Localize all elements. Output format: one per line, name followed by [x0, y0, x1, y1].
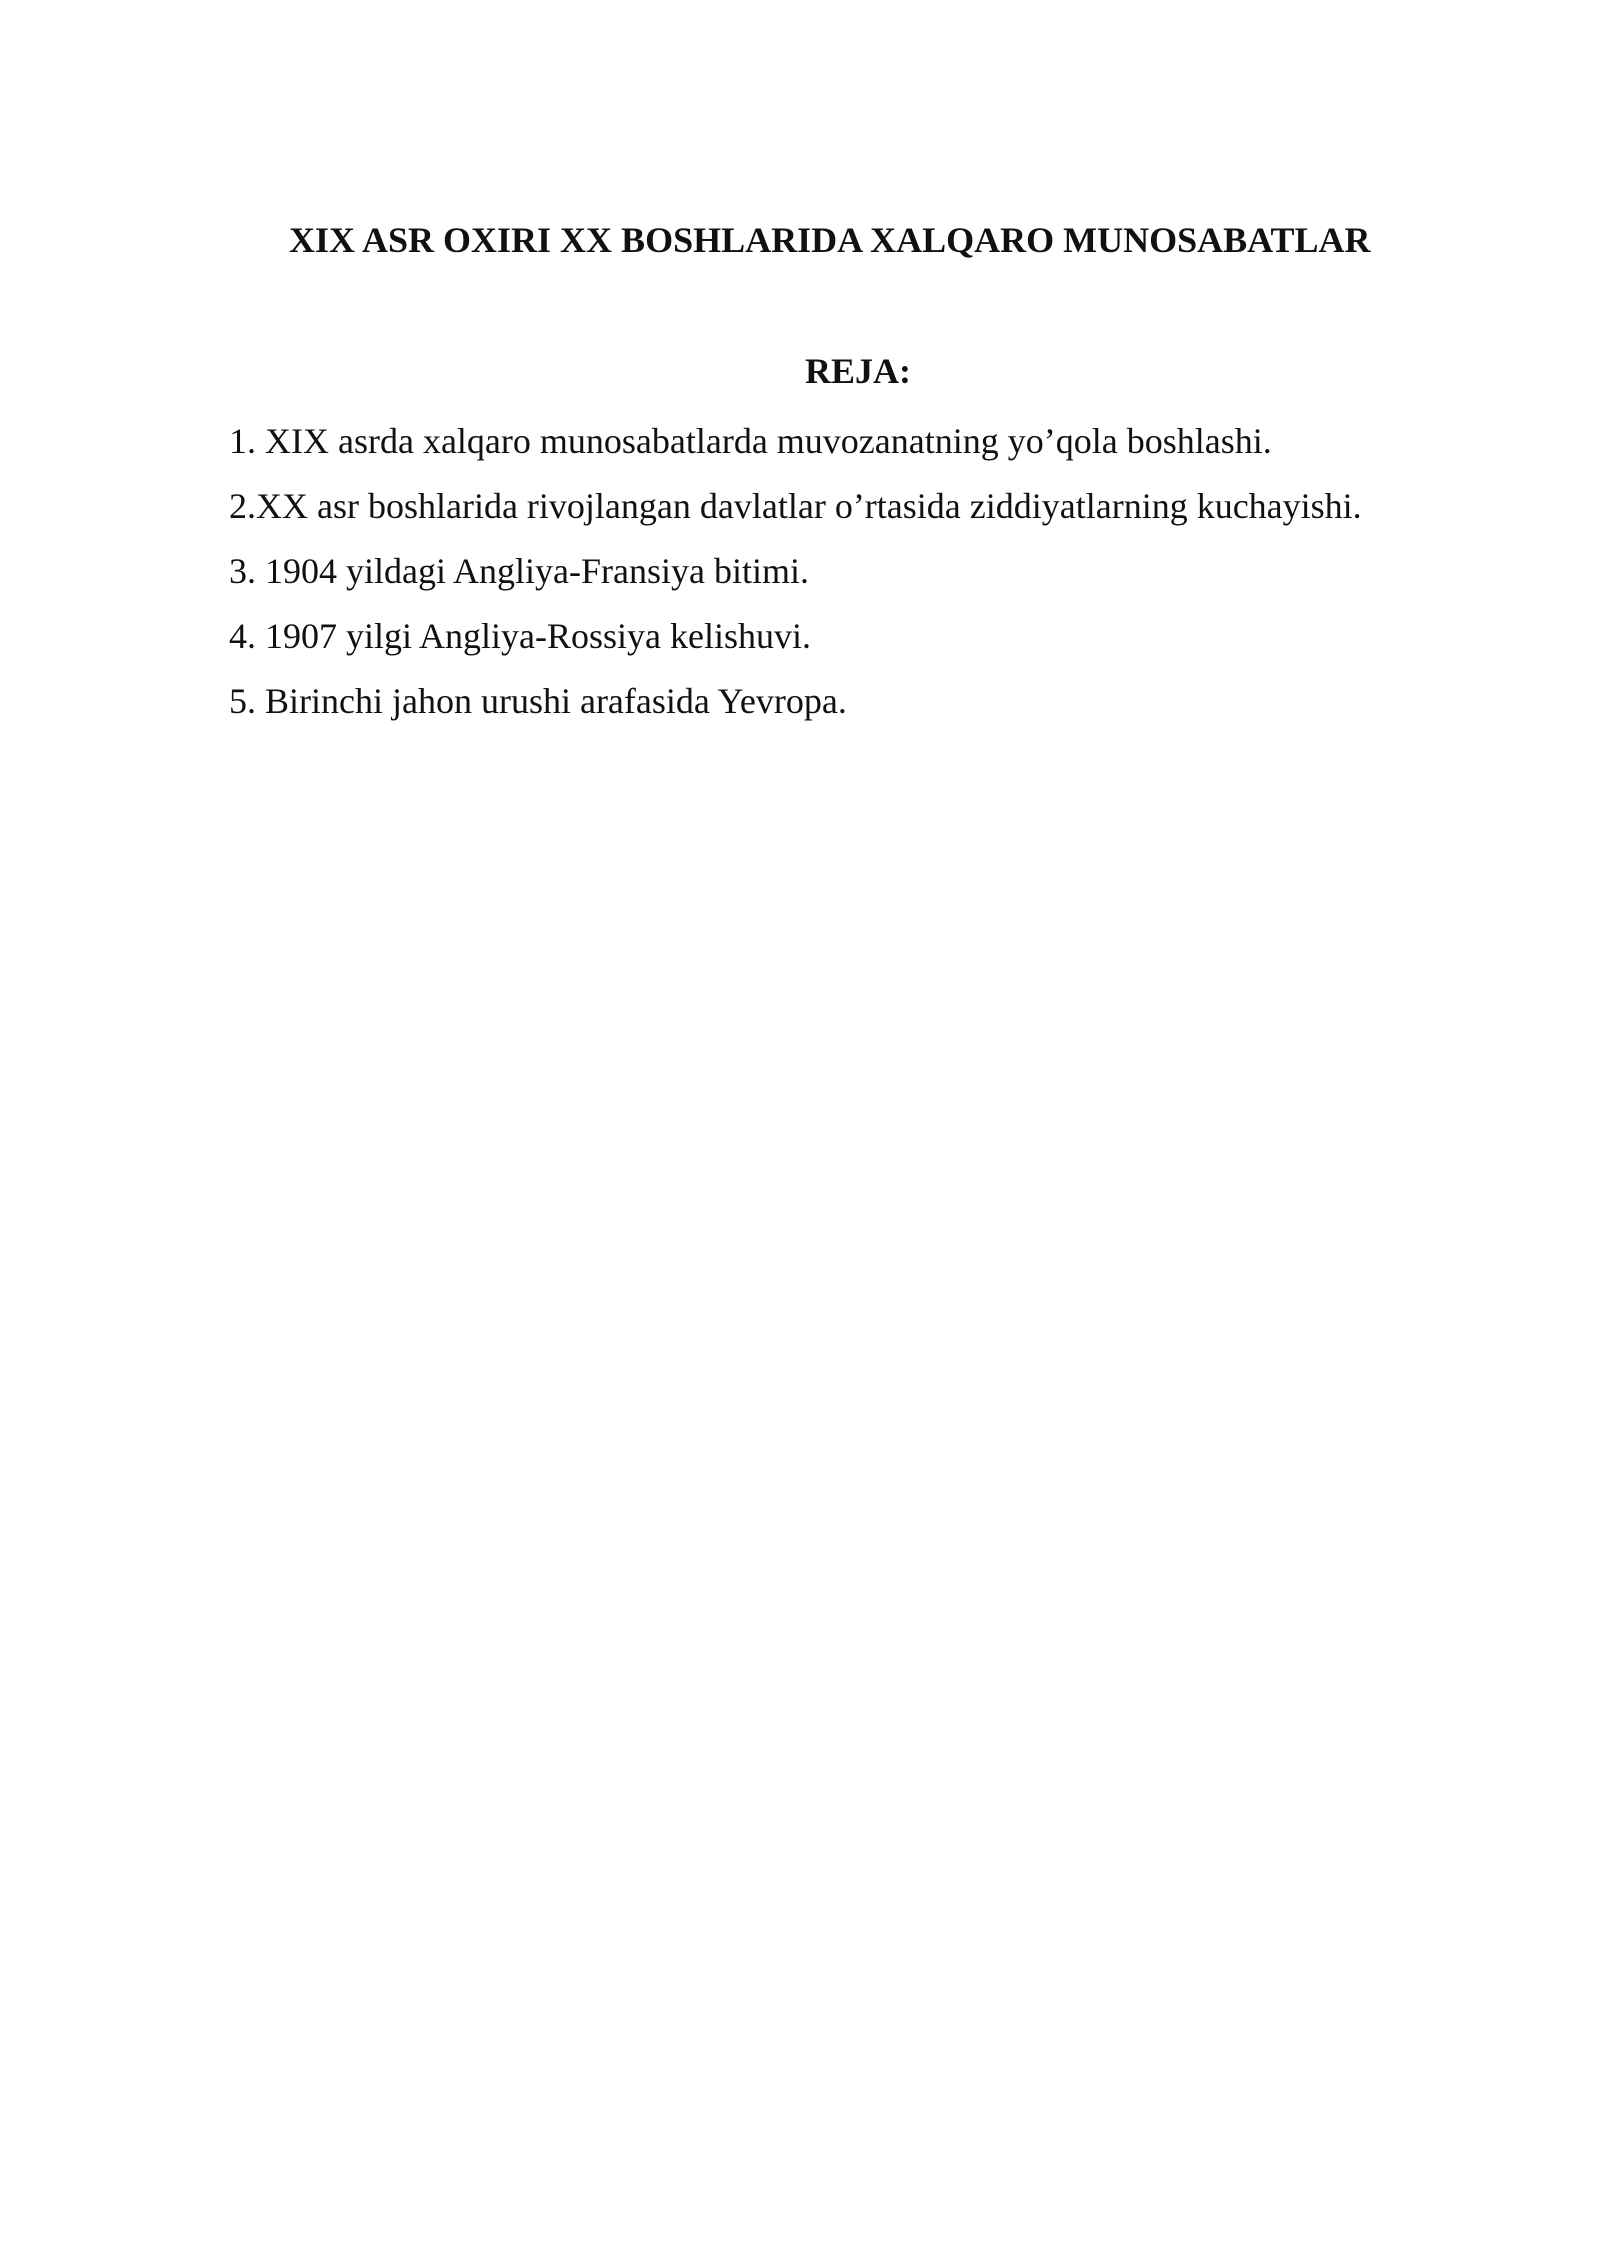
document-title: XIX ASR OXIRI XX BOSHLARIDA XALQARO MUNOSABATLAR	[289, 220, 1371, 260]
plan-item: 2.XX asr boshlarida rivojlangan davlatlar o’rtasida ziddiyatlarning kuchayishi.	[229, 486, 1362, 526]
plan-list	[229, 409, 1362, 734]
plan-item: 4. 1907 yilgi Angliya-Rossiya kelishuvi.	[229, 616, 811, 656]
plan-item: 5. Birinchi jahon urushi arafasida Yevropa.	[229, 681, 847, 721]
plan-heading: REJA:	[805, 351, 911, 391]
plan-item: 3. 1904 yildagi Angliya-Fransiya bitimi.	[229, 551, 809, 591]
plan-item: 1. XIX asrda xalqaro munosabatlarda muvozanatning yo’qola boshlashi.	[229, 421, 1272, 461]
